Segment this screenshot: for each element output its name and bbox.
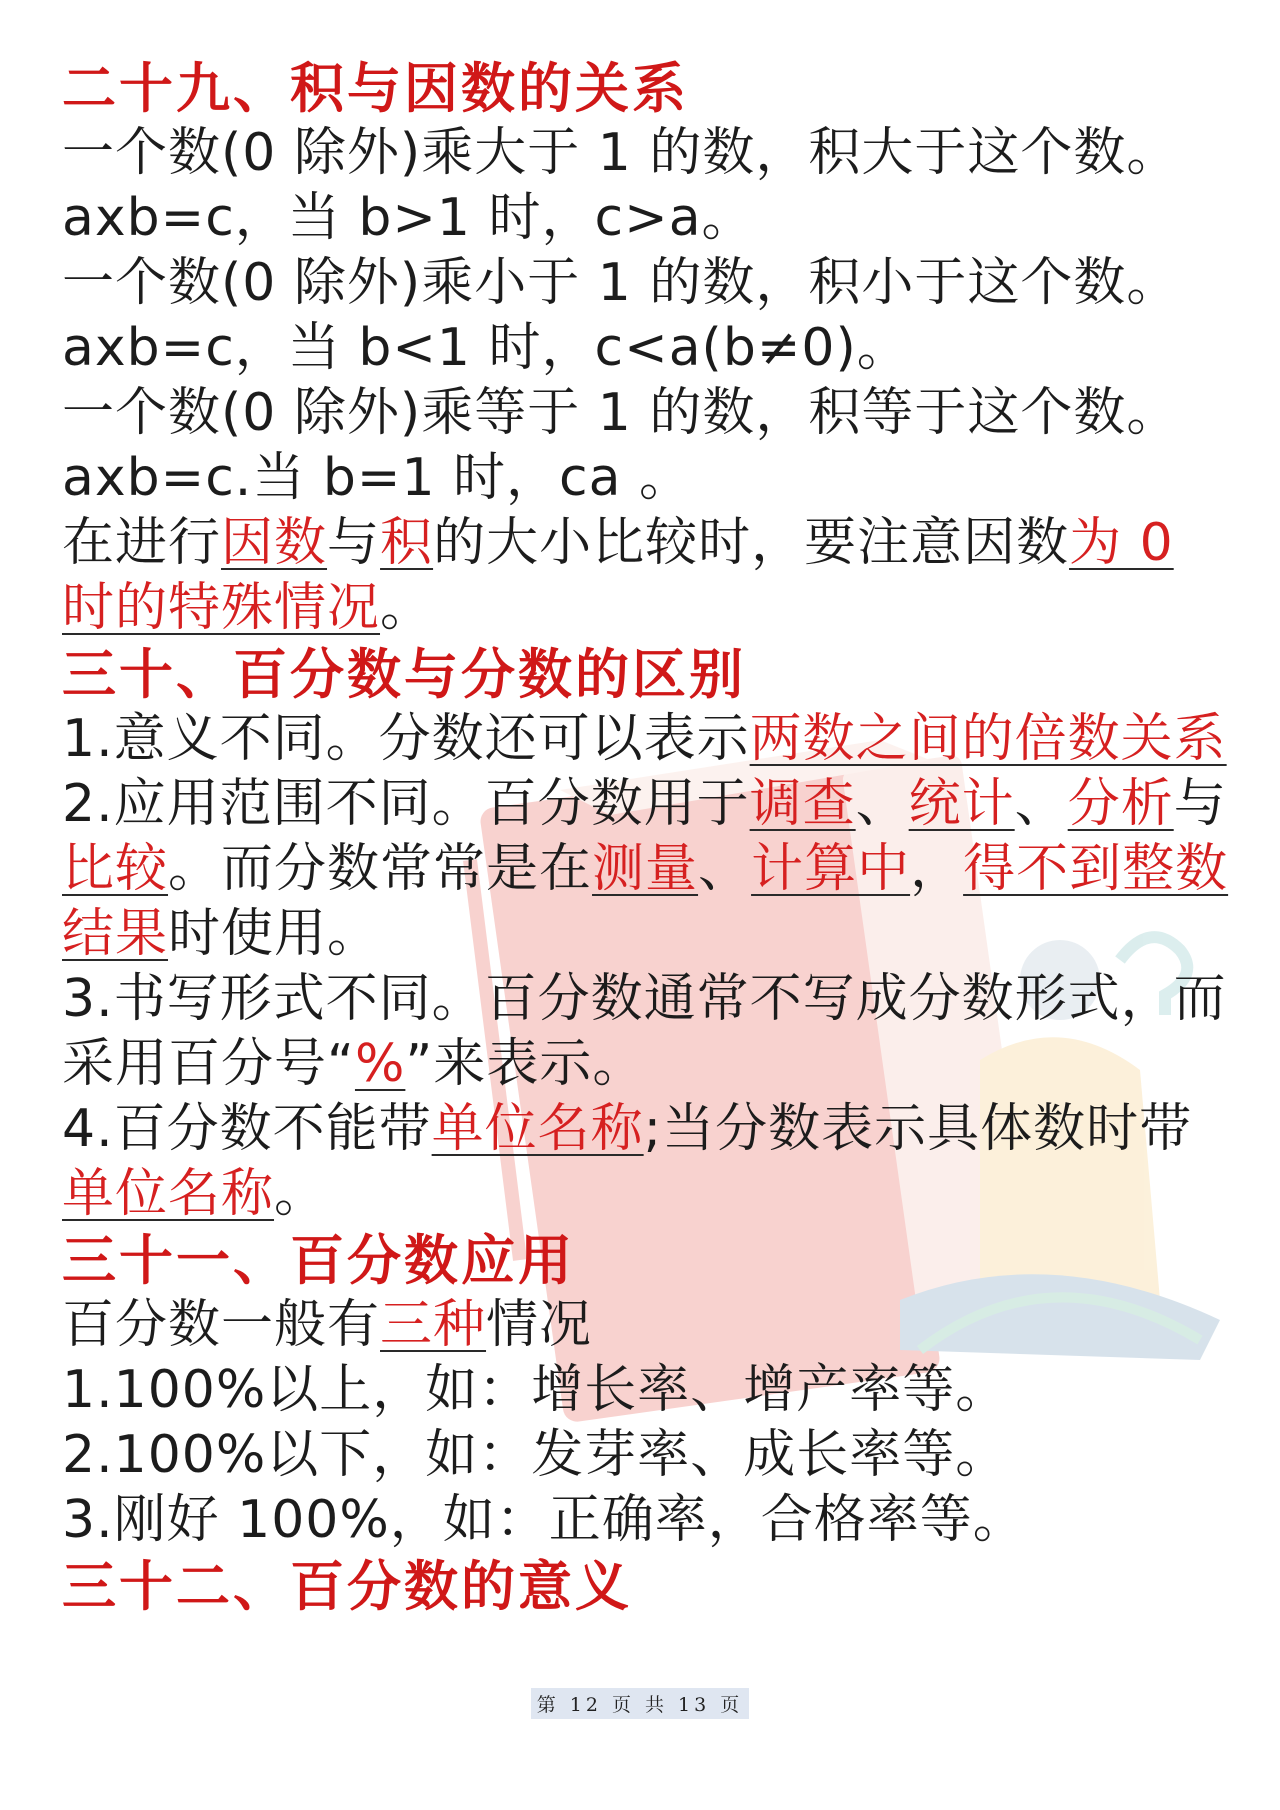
s29-paragraph-7 xyxy=(62,511,1232,641)
s31-line-1 xyxy=(62,1293,1232,1358)
s29-line-6: axb=c.当 b=1 时，ca 。 xyxy=(62,448,693,508)
page-footer xyxy=(0,1688,1280,1719)
keyword-calculation: 计算中 xyxy=(751,839,911,899)
section-32-title: 三十二、百分数的意义 xyxy=(62,1554,632,1618)
s30-point-1 xyxy=(62,707,1232,772)
text: ”来表示。 xyxy=(405,1034,646,1094)
keyword-analysis: 分析 xyxy=(1067,774,1174,834)
s31-line-2: 1.100%以上，如：增长率、增产率等。 xyxy=(62,1360,1009,1420)
document-body xyxy=(62,55,1232,1619)
section-30-title: 三十、百分数与分数的区别 xyxy=(62,642,746,706)
text: ;当分数表示具体数时带 xyxy=(643,1099,1193,1159)
text: 在进行 xyxy=(62,513,222,573)
keyword-multiple-relation: 两数之间的倍数关系 xyxy=(749,709,1227,769)
text: 情况 xyxy=(486,1295,593,1355)
keyword-three-kinds: 三种 xyxy=(380,1295,487,1355)
keyword-survey: 调查 xyxy=(749,774,856,834)
text: 3.书写形式不同。百分数通常不写成分数形式，而采用百分号“ xyxy=(62,969,1227,1094)
s29-line-4: axb=c，当 b<1 时，c<a(b≠0)。 xyxy=(62,318,910,378)
text: 。 xyxy=(274,1164,328,1224)
text: 1.意义不同。分数还可以表示 xyxy=(62,709,750,769)
keyword-statistics: 统计 xyxy=(908,774,1015,834)
section-29-title: 二十九、积与因数的关系 xyxy=(62,56,689,120)
section-31-title: 三十一、百分数应用 xyxy=(62,1228,575,1292)
s29-line-3: 一个数(0 除外)乘小于 1 的数，积小于这个数。 xyxy=(62,253,1180,313)
text: ， xyxy=(910,839,964,899)
keyword-unit-name: 单位名称 xyxy=(431,1099,644,1159)
keyword-percent-sign: % xyxy=(354,1034,406,1094)
page-number: 第 12 页 共 13 页 xyxy=(531,1688,750,1719)
keyword-zero-case: 为 0 时的特殊情况 xyxy=(62,513,1174,638)
text: 4.百分数不能带 xyxy=(62,1099,432,1159)
s29-line-2: axb=c，当 b>1 时，c>a。 xyxy=(62,188,755,248)
keyword-non-integer-result: 得不到整数结果 xyxy=(62,839,1229,964)
text: 、 xyxy=(855,774,909,834)
s30-point-3 xyxy=(62,967,1232,1097)
s30-point-2 xyxy=(62,772,1232,967)
text: 、 xyxy=(1014,774,1068,834)
text: 。 xyxy=(380,578,434,638)
keyword-measurement: 测量 xyxy=(592,839,699,899)
s29-line-1: 一个数(0 除外)乘大于 1 的数，积大于这个数。 xyxy=(62,123,1180,183)
keyword-product: 积 xyxy=(380,513,434,573)
text: 的大小比较时，要注意因数 xyxy=(433,513,1070,573)
keyword-factor: 因数 xyxy=(221,513,328,573)
text: 。而分数常常是在 xyxy=(168,839,593,899)
s30-point-4 xyxy=(62,1097,1232,1227)
s31-line-4: 3.刚好 100%，如：正确率，合格率等。 xyxy=(62,1490,1026,1550)
text: 百分数一般有 xyxy=(62,1295,381,1355)
text: 与 xyxy=(327,513,381,573)
text: 、 xyxy=(698,839,752,899)
text: 2.应用范围不同。百分数用于 xyxy=(62,774,750,834)
text: 时使用。 xyxy=(168,904,381,964)
keyword-unit-name: 单位名称 xyxy=(62,1164,275,1224)
s29-line-5: 一个数(0 除外)乘等于 1 的数，积等于这个数。 xyxy=(62,383,1180,443)
keyword-comparison: 比较 xyxy=(62,839,169,899)
text: 与 xyxy=(1173,774,1227,834)
s31-line-3: 2.100%以下，如：发芽率、成长率等。 xyxy=(62,1425,1009,1485)
